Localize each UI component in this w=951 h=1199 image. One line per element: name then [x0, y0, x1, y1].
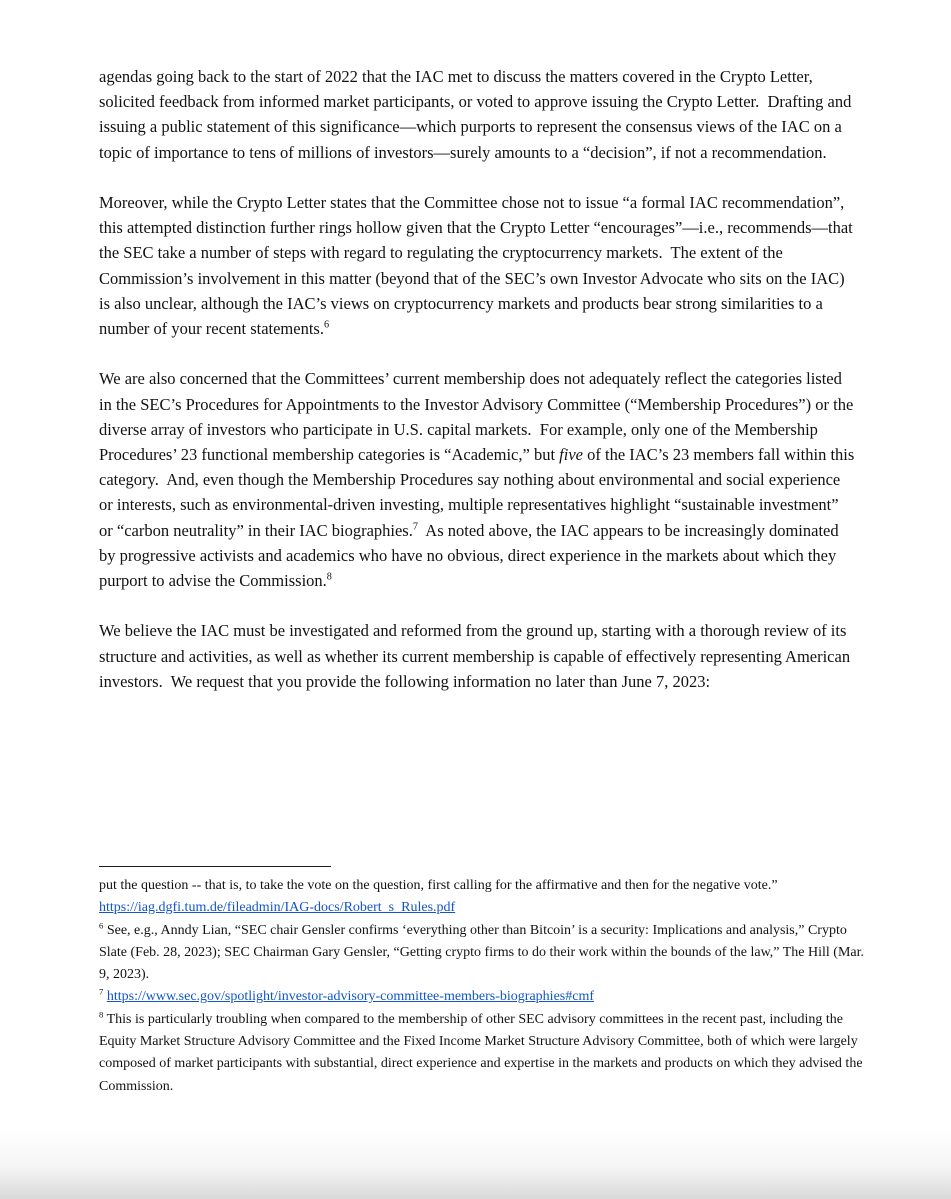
hyperlink[interactable]: https://iag.dgfi.tum.de/fileadmin/IAG-docs/Robert_s_Rules.pdf: [99, 900, 456, 916]
footnote-7: [99, 986, 865, 1008]
footnote-reference: 8: [326, 571, 332, 583]
footnote-reference: 8: [99, 1009, 104, 1020]
body-paragraph-4: [99, 618, 856, 694]
text-run: agendas going back to the start of 2022 that the IAC met to discuss the matters covered in the Crypto Letter, solicited feedback from informed market participants, or voted to approve issuing the Crypto Letter. Drafting and issuing a public statement of this significance—which purports to represent the consensus views of the IAC on a topic of importance to tens of millions of investors—surely amounts to a “decision”, if not a recommendation.: [99, 67, 856, 162]
body-paragraph-3: [99, 366, 859, 593]
footnote-reference: 7: [99, 986, 104, 997]
body-paragraph-1: [99, 64, 856, 165]
footnote-8: [99, 1009, 865, 1098]
letter-body: [99, 64, 859, 694]
text-run: As noted above, the IAC appears to be increasingly dominated by progressive activists and academics who have no obvious, direct experience in the markets about which they purport to advise the Commission.: [99, 520, 843, 591]
text-run: We are also concerned that the Committees’ current membership does not adequately reflect the categories listed in the SEC’s Procedures for Appointments to the Investor Advisory Committee (“Membership Procedures”) or the diverse array of investors who participate in U.S. capital markets. For example, only one of the Membership Procedures’ 23 functional membership categories is “Academic,” but: [99, 369, 858, 465]
footnotes-section: [99, 866, 868, 1098]
text-run: We believe the IAC must be investigated and reformed from the ground up, starting with a thorough review of its structure and activities, as well as whether its current membership is capable of effectively representing American investors. We request that you provide the following information no later than June 7, 2023:: [99, 621, 855, 691]
footnote-6: [99, 919, 868, 987]
page-edge-shadow: [0, 1127, 951, 1199]
text-run: Moreover, while the Crypto Letter states that the Committee chose not to issue “a formal IAC recommendation”, this attempted distinction further rings hollow given that the Crypto Letter “encourages”—i.e., recommends—that the SEC take a number of steps with regard to regulating the cryptocurrency markets. The extent of the Commission’s involvement in this matter (beyond that of the SEC’s own Investor Advocate who sits on the IAC) is also unclear, although the IAC’s views on cryptocurrency markets and products bear strong similarities to a number of your recent statements.: [99, 193, 857, 339]
footnote-separator-rule: [99, 866, 331, 867]
italic-text: five: [559, 445, 583, 465]
text-run: This is particularly troubling when compared to the membership of other SEC advisory committees in the recent past, including the Equity Market Structure Advisory Committee and the Fixed Income Market Structure Advisory Committee, both of which were largely composed of market participants with substantial, direct experience and expertise in the markets and products on which they advised the Commission.: [99, 1011, 867, 1094]
footnote-reference: 6: [99, 919, 104, 930]
footnote-5-continuation: [99, 875, 865, 920]
footnote-reference: 6: [323, 319, 330, 331]
hyperlink[interactable]: https://www.sec.gov/spotlight/investor-advisory-committee-members-biographies#cmf: [106, 989, 594, 1005]
text-run: See, e.g., Anndy Lian, “SEC chair Gensler confirms ‘everything other than Bitcoin’ is a security: Implications and analysis,” Crypto Slate (Feb. 28, 2023); SEC Chairman Gary Gensler, “Getting crypto firms to do their work within the bounds of the law,” The Hill (Mar. 9, 2023).: [99, 922, 868, 983]
text-run: of the IAC’s 23 members fall within this category. And, even though the Membership Procedures say nothing about environmental and social experience or interests, such as environmental-driven investing, multiple representatives highlight “sustainable investment” or “carbon neutrality” in their IAC biographies.: [99, 445, 859, 540]
body-paragraph-2: [99, 190, 856, 341]
footnote-reference: 7: [412, 521, 418, 533]
text-run: put the question -- that is, to take the vote on the question, first calling for the affirmative and then for the negative vote.”: [99, 878, 782, 893]
